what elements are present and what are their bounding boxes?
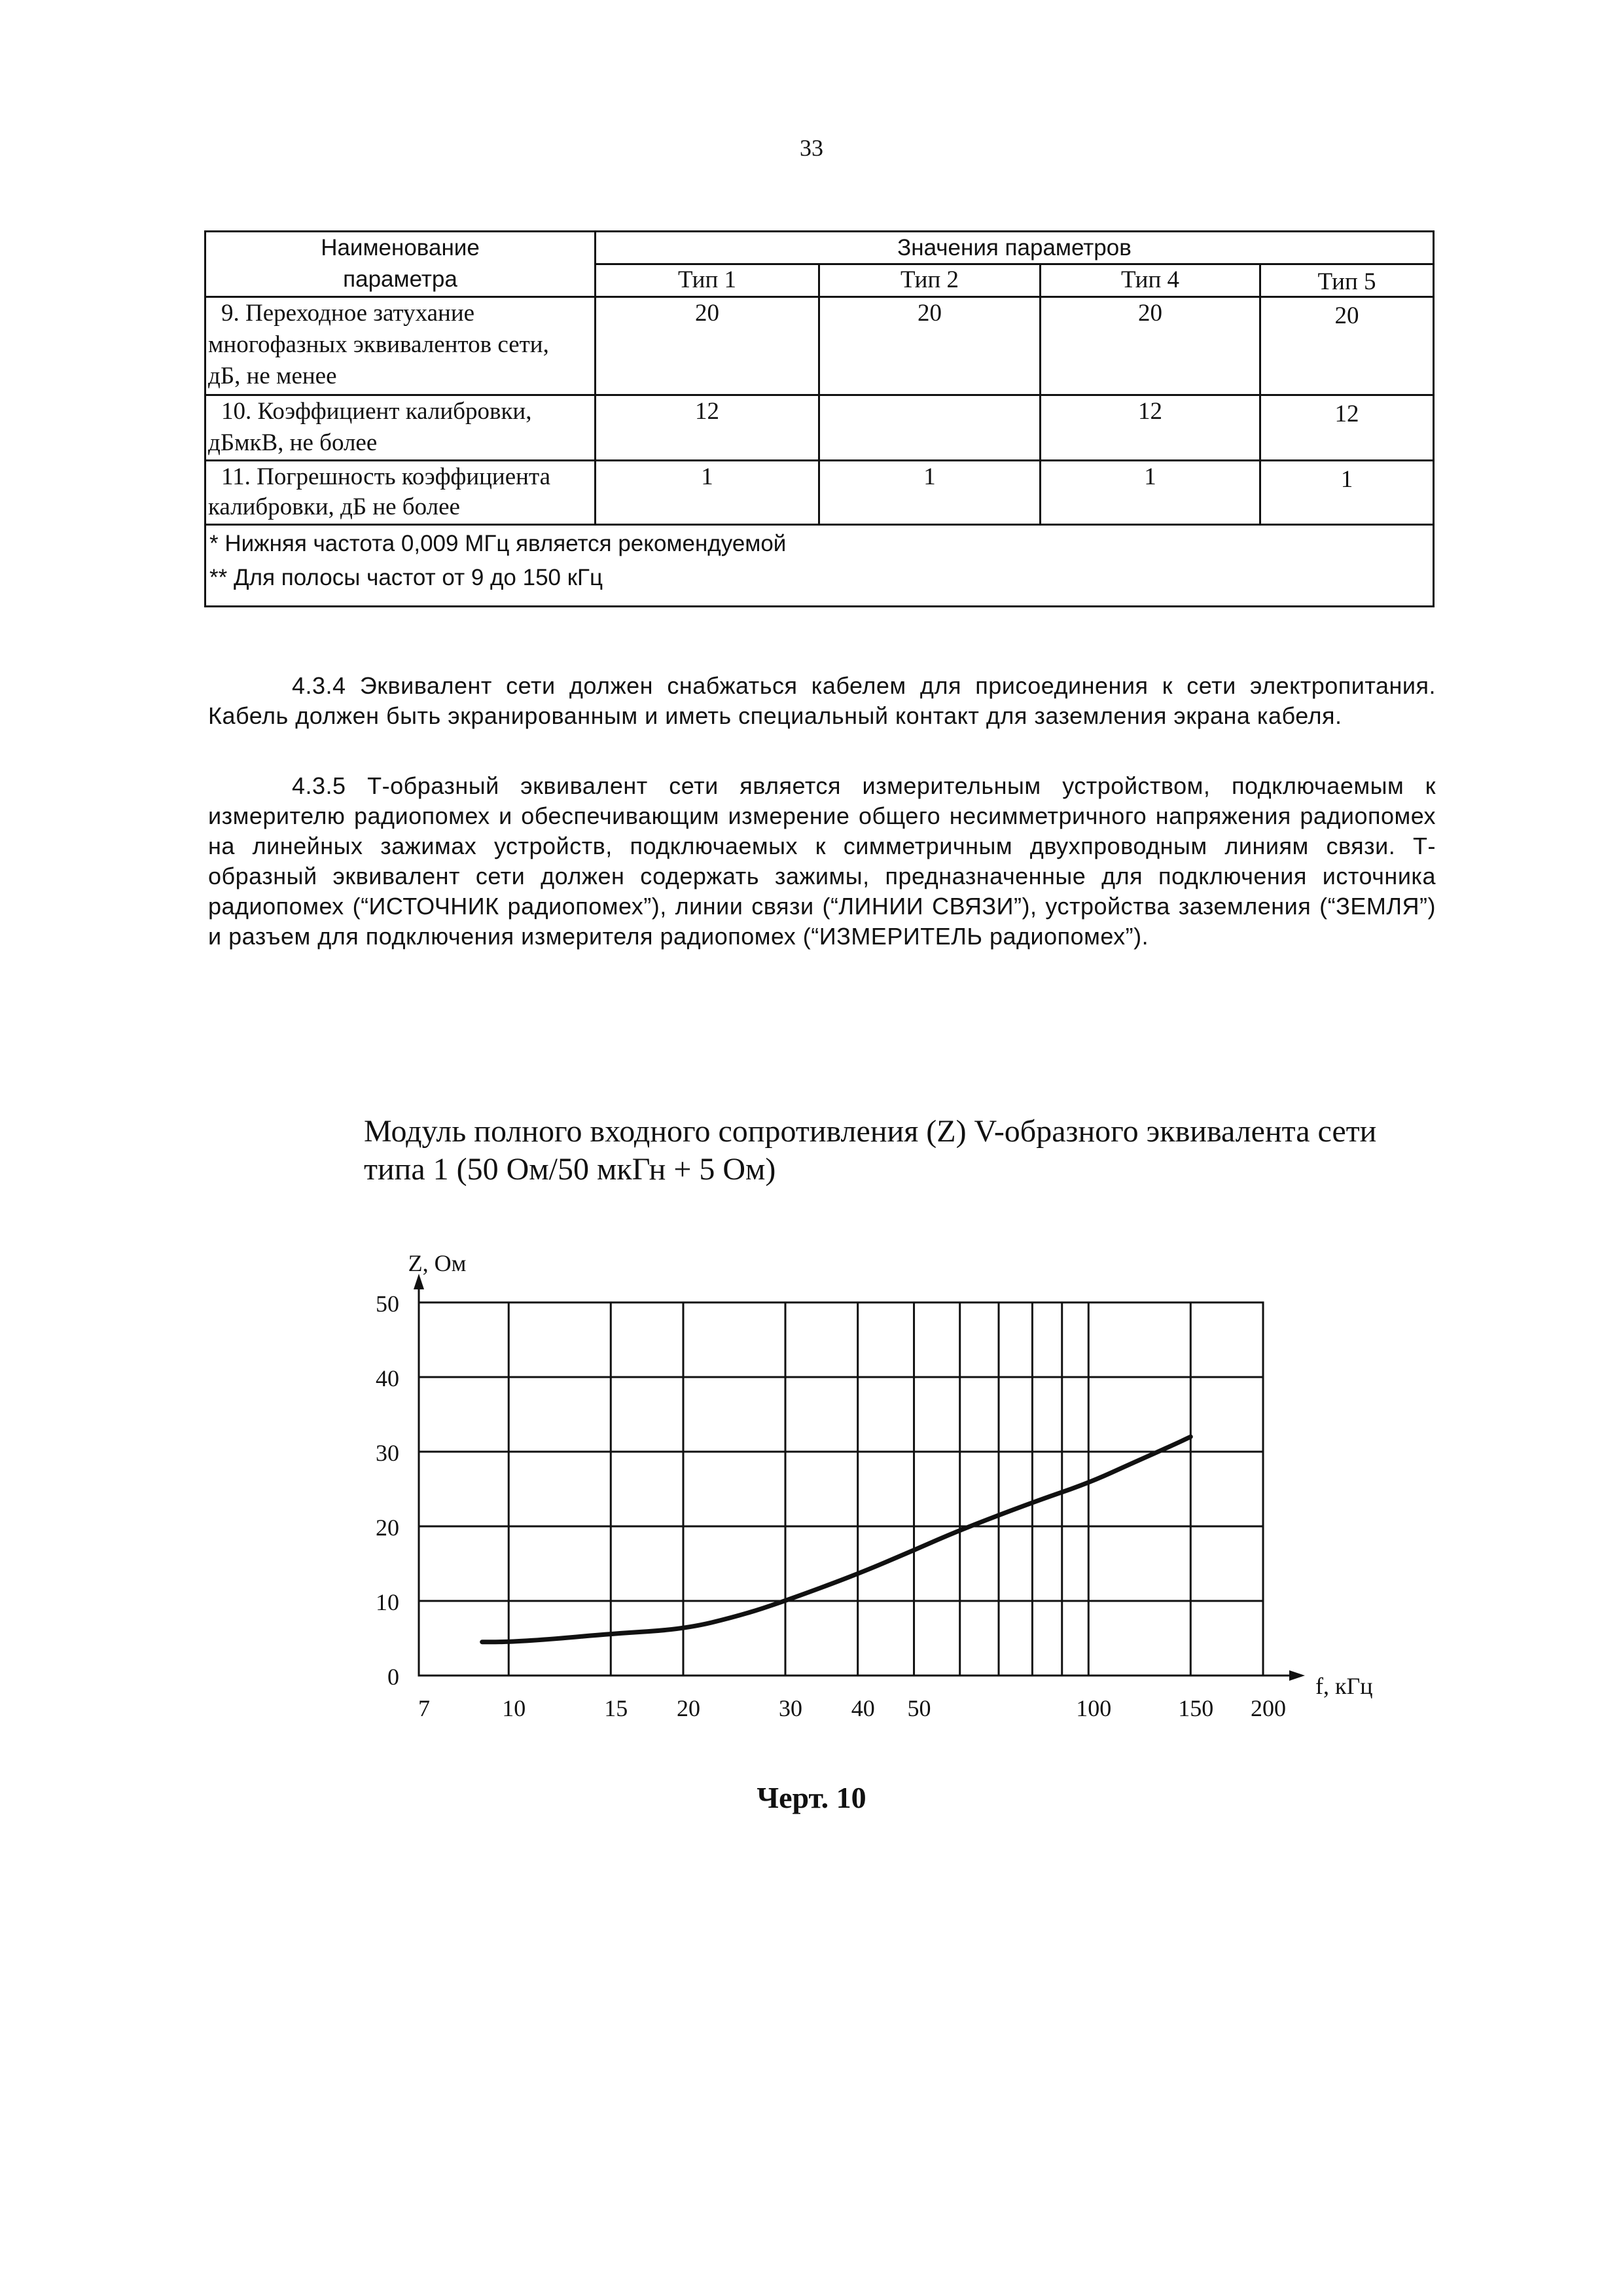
header-values-group: Значения параметров xyxy=(897,235,1132,260)
paragraph-4-3-4: 4.3.4 Эквивалент сети должен снабжаться кабелем для присоединения к сети электропитания. Кабель должен быть экранированным и иметь специальный контакт для заземления экрана кабеля. xyxy=(208,672,1436,729)
y-axis-label: Z, Ом xyxy=(408,1250,467,1276)
x-tick-label: 200 xyxy=(1251,1695,1286,1721)
row2-name-line2: дБмкВ, не более xyxy=(208,429,378,456)
x-tick-label: 20 xyxy=(676,1695,700,1721)
x-axis-label: f, кГц xyxy=(1315,1673,1373,1699)
table-border-top xyxy=(204,230,1435,232)
table-border-bottom xyxy=(204,605,1435,607)
row2-value-type1: 12 xyxy=(695,398,719,425)
row3-value-type2: 1 xyxy=(923,463,936,490)
paragraph-4-3-5: 4.3.5 Т-образный эквивалент сети является измерительным устройством, подключаемым к измерителю радиопомех и обеспечивающим измерение общего несимметричного напряжения радиопомех на линейных зажимах устройств, подключаемых к симметричным двухпроводным линиям связи. Т-образный эквивалент сети должен содержать зажимы, предназначенные для подключения источника радиопомех (“ИСТОЧНИК радиопомех”), линии связи (“ЛИНИИ СВЯЗИ”), устройства заземления (“ЗЕМЛЯ”) и разъем для подключения измерителя радиопомех (“ИЗМЕРИТЕЛЬ радиопомех”). xyxy=(208,772,1436,950)
row3-value-type5: 1 xyxy=(1340,466,1353,493)
header-type-2: Тип 2 xyxy=(900,266,959,293)
y-tick-label: 20 xyxy=(376,1515,399,1541)
impedance-chart xyxy=(340,1230,1414,1754)
row1-name-line2: многофазных эквивалентов сети, xyxy=(208,331,549,358)
figure-caption: Черт. 10 xyxy=(757,1781,866,1814)
table-row-divider xyxy=(204,394,1435,396)
header-param-name-2: параметра xyxy=(343,266,457,292)
x-tick-label: 50 xyxy=(907,1695,931,1721)
header-type-1: Тип 1 xyxy=(677,266,737,293)
x-axis-arrow xyxy=(1289,1670,1305,1681)
row1-value-type5: 20 xyxy=(1334,302,1359,329)
header-param-name: Наименование xyxy=(321,235,480,260)
y-tick-label: 30 xyxy=(376,1440,399,1466)
row2-value-type5: 12 xyxy=(1334,401,1359,427)
table-row-divider xyxy=(204,459,1435,461)
x-tick-label: 40 xyxy=(851,1695,875,1721)
impedance-curve xyxy=(482,1437,1191,1642)
row2-name-line1: 10. Коэффициент калибровки, xyxy=(221,398,532,425)
header-type-5: Тип 5 xyxy=(1317,268,1376,295)
y-tick-label: 50 xyxy=(376,1291,399,1317)
table-border-right xyxy=(1433,230,1435,607)
y-tick-label: 40 xyxy=(376,1365,399,1391)
row1-name-line3: дБ, не менее xyxy=(208,363,337,389)
table-row-divider xyxy=(204,524,1435,526)
table-note-1: * Нижняя частота 0,009 МГц является рекомендуемой xyxy=(209,531,787,556)
row3-value-type4: 1 xyxy=(1144,463,1156,490)
y-tick-label: 0 xyxy=(387,1664,399,1690)
row1-name-line1: 9. Переходное затухание xyxy=(221,300,475,327)
x-tick-label: 7 xyxy=(418,1695,430,1721)
x-tick-label: 30 xyxy=(778,1695,802,1721)
row2-value-type4: 12 xyxy=(1138,398,1162,425)
chart-title: Модуль полного входного сопротивления (Z) V-образного эквивалента сети типа 1 (50 Ом/50 мкГн + 5 Ом) xyxy=(364,1114,1377,1187)
header-type-4: Тип 4 xyxy=(1120,266,1180,293)
page-number: 33 xyxy=(800,135,823,161)
parameters-table xyxy=(204,230,1435,607)
row1-value-type4: 20 xyxy=(1138,300,1162,327)
row3-name-line1: 11. Погрешность коэффициента xyxy=(221,463,550,490)
x-tick-label: 150 xyxy=(1178,1695,1214,1721)
x-tick-label: 10 xyxy=(502,1695,526,1721)
plot-frame xyxy=(419,1302,1263,1676)
row3-name-line2: калибровки, дБ не более xyxy=(208,493,460,520)
table-row-divider xyxy=(204,296,1435,298)
x-tick-label: 100 xyxy=(1076,1695,1112,1721)
x-tick-label: 15 xyxy=(604,1695,628,1721)
y-tick-label: 10 xyxy=(376,1589,399,1615)
row3-value-type1: 1 xyxy=(701,463,713,490)
row1-value-type2: 20 xyxy=(918,300,942,327)
row1-value-type1: 20 xyxy=(695,300,719,327)
table-note-2: ** Для полосы частот от 9 до 150 кГц xyxy=(209,565,603,590)
